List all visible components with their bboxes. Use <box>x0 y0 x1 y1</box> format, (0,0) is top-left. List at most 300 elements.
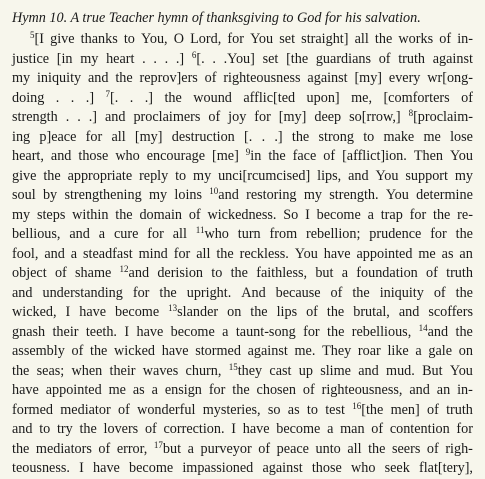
text-word: give <box>12 167 37 184</box>
text-word: become <box>316 206 361 223</box>
text-word: wickedness. <box>207 206 277 223</box>
text-word: become <box>276 421 321 437</box>
text-word: all <box>347 440 362 457</box>
text-word: unto <box>315 440 341 457</box>
text-word: rebellion; <box>306 226 361 242</box>
text-word: [comforters <box>383 89 450 106</box>
text-line <box>12 420 473 440</box>
text-word: my <box>12 70 31 86</box>
text-word: Lord, <box>190 31 222 47</box>
text-word: So <box>283 206 299 223</box>
text-word: righteousness, <box>321 382 403 398</box>
text-word: their <box>109 362 136 379</box>
text-word: me <box>418 245 436 262</box>
text-word: and <box>104 109 126 125</box>
text-word: who <box>115 148 140 164</box>
text-word: my <box>303 187 322 203</box>
text-word: a <box>98 226 106 242</box>
text-word: seers <box>391 440 421 457</box>
text-word: of <box>306 304 318 320</box>
text-word: $^9$in <box>245 147 262 164</box>
text-word: me <box>108 382 126 398</box>
text-word: for <box>430 226 447 242</box>
text-word: gale <box>428 343 453 359</box>
text-word: for <box>85 128 103 145</box>
text-word: from <box>269 226 298 242</box>
text-word: mediators <box>35 440 92 457</box>
text-word: those <box>78 148 109 164</box>
text-word: strengthening <box>64 187 142 203</box>
text-word: upright. <box>186 284 232 301</box>
text-word: I <box>231 421 236 437</box>
text-word: all <box>111 128 126 145</box>
text-word: justice <box>12 50 50 67</box>
text-word: my <box>12 206 31 223</box>
text-word: O <box>173 31 184 47</box>
text-word: afflic[ted <box>243 89 296 106</box>
text-word: my <box>148 187 168 203</box>
text-word: and <box>12 284 33 301</box>
text-word: of <box>117 401 130 418</box>
text-word: wicked <box>114 343 156 359</box>
text-word: try <box>56 421 73 437</box>
text-word: to <box>306 401 318 418</box>
text-word: $^{14}$and <box>418 322 449 340</box>
text-word: when <box>71 362 103 379</box>
text-word: waves <box>142 362 179 379</box>
text-word: against <box>307 70 348 86</box>
text-word: stormed <box>195 343 241 359</box>
text-word: set <box>279 31 296 47</box>
text-line <box>12 342 473 362</box>
text-word: my <box>80 50 99 67</box>
verse-number: 12 <box>119 264 129 274</box>
text-word: trap <box>380 206 403 223</box>
verse-number: 16 <box>352 400 362 411</box>
text-word: loins <box>174 187 202 203</box>
text-word: the <box>352 284 370 301</box>
text-word: . <box>212 50 216 67</box>
text-word: of <box>54 265 67 281</box>
hymn-heading: Hymn 10. A true Teacher hymn of thanksgiving to God for his salvation. <box>12 10 421 26</box>
text-word: reprov]ers <box>139 70 198 86</box>
text-word: lose <box>450 128 473 145</box>
text-word: You, <box>141 31 168 47</box>
text-word: the <box>230 265 248 281</box>
text-word: in- <box>457 31 473 47</box>
text-word: my <box>193 167 212 184</box>
text-word: by <box>42 187 58 203</box>
text-word: [my] <box>134 128 163 145</box>
text-word: peace <box>276 440 309 457</box>
text-word: of <box>208 109 221 125</box>
text-word: me <box>423 128 441 145</box>
verse-number: 9 <box>245 147 251 157</box>
text-word: and <box>348 167 369 184</box>
text-word: me. <box>294 343 316 359</box>
text-line <box>12 459 473 479</box>
text-word: to <box>175 167 187 184</box>
text-word: But <box>422 362 443 379</box>
text-word: the <box>455 284 473 301</box>
text-word: iniquity <box>379 284 424 301</box>
text-word: the <box>374 31 393 47</box>
text-word: works <box>398 31 434 47</box>
text-word: for <box>173 245 191 262</box>
text-word: encourage <box>146 148 206 164</box>
text-word: the <box>159 284 177 301</box>
text-word: man <box>340 421 365 437</box>
text-word: the <box>291 128 310 145</box>
text-word: . <box>70 89 75 106</box>
text-word: You <box>449 148 473 164</box>
text-word: $^{11}$who <box>195 225 229 242</box>
text-word: cure <box>113 226 139 242</box>
text-word: $^{17}$but <box>153 439 182 457</box>
text-line <box>12 284 473 304</box>
text-word: .You] <box>223 50 255 67</box>
text-word: men] <box>390 401 420 418</box>
text-word: and <box>358 362 379 379</box>
text-word: appointed <box>356 245 413 262</box>
text-word: rebellious, <box>351 323 412 340</box>
text-word: ing <box>12 128 31 145</box>
text-word: as <box>132 382 145 398</box>
text-word: for <box>409 206 427 223</box>
text-word: You <box>385 187 409 203</box>
text-word: all <box>196 245 211 262</box>
text-word: strong <box>318 128 354 145</box>
verse-number: 6 <box>191 49 197 60</box>
text-word: .] <box>144 89 154 106</box>
text-word: and <box>12 421 33 437</box>
text-word: a <box>187 440 194 457</box>
text-word: for <box>132 284 150 301</box>
text-word: the <box>433 206 451 223</box>
text-word: wonderful <box>137 401 196 418</box>
text-line <box>12 206 473 226</box>
text-word: a <box>367 206 374 223</box>
text-word: of <box>426 265 438 281</box>
text-word: as <box>441 245 454 262</box>
text-word: gnash <box>12 323 46 340</box>
text-word: . <box>142 50 146 67</box>
text-word: impassioned <box>182 460 254 476</box>
text-word: .] <box>88 109 97 125</box>
text-line <box>12 30 473 50</box>
text-word: of <box>323 148 336 164</box>
text-word: the <box>326 304 345 320</box>
text-word: $^5$[I <box>30 30 44 47</box>
text-word: a <box>151 382 158 398</box>
text-word: test <box>325 401 345 418</box>
text-word: foundation <box>356 265 418 281</box>
text-line <box>12 381 473 401</box>
text-word: of <box>204 70 217 86</box>
text-word: You <box>375 167 399 184</box>
text-word: slime <box>320 362 351 379</box>
text-word: a <box>222 323 229 340</box>
text-word: re- <box>457 206 473 223</box>
text-word: truth <box>446 401 473 418</box>
text-word: truth <box>398 50 426 67</box>
text-word: prudence <box>369 226 422 242</box>
text-word: . <box>77 109 81 125</box>
text-word: upon] <box>306 89 340 106</box>
text-word: the <box>115 206 133 223</box>
text-line <box>12 167 473 187</box>
text-word: destruction <box>171 128 235 145</box>
text-word: roar <box>357 343 381 359</box>
text-word: like <box>387 343 409 359</box>
text-word: of <box>433 284 446 301</box>
text-word: reckless. <box>239 245 289 262</box>
text-word: heart, <box>12 148 44 164</box>
verse-number: 10 <box>209 186 219 196</box>
text-word: for <box>227 31 244 47</box>
text-word: mysteries, <box>202 401 261 418</box>
text-word: the <box>115 70 133 86</box>
text-word: have <box>323 245 351 262</box>
text-word: and <box>398 304 420 320</box>
text-word: up <box>298 362 313 379</box>
verse-number: 13 <box>168 303 178 313</box>
text-word: turn <box>237 226 261 242</box>
text-word: contention <box>389 421 450 437</box>
text-word: assembly <box>12 343 65 359</box>
text-word: for <box>456 421 473 437</box>
text-word: bellious, <box>12 226 61 242</box>
text-word: [my] <box>354 70 383 86</box>
text-word: the <box>90 343 108 359</box>
text-word: scoffers <box>428 304 473 320</box>
text-word: of <box>439 31 452 47</box>
verse-number: 8 <box>408 108 414 118</box>
text-word: of <box>258 440 271 457</box>
text-word: righ- <box>445 440 473 457</box>
text-word: against <box>262 460 303 476</box>
text-word: as <box>287 401 300 418</box>
text-line <box>12 89 473 109</box>
text-word: They <box>322 343 352 359</box>
text-line <box>12 186 473 206</box>
text-word: against <box>432 50 473 67</box>
text-word: restoring <box>246 187 297 203</box>
text-word: to <box>211 265 223 281</box>
text-word: strength. <box>329 187 379 203</box>
text-word: understanding <box>42 284 123 301</box>
text-word: of <box>188 206 201 223</box>
text-word: You <box>250 31 274 47</box>
text-word: and <box>409 382 430 398</box>
text-word: $^8$[proclaim- <box>408 108 473 125</box>
text-word: the <box>164 89 182 106</box>
text-word: mediator <box>60 401 111 418</box>
verse-number: 11 <box>195 225 205 235</box>
text-word: I <box>65 304 71 320</box>
text-word: become <box>170 323 215 340</box>
text-word: of <box>330 284 343 301</box>
text-word: to <box>123 31 135 47</box>
text-word: a <box>327 421 334 437</box>
text-word: . <box>153 50 157 67</box>
text-word: flat[tery], <box>419 460 473 476</box>
text-word: guardians <box>315 50 371 67</box>
text-word: I <box>305 206 310 223</box>
text-word: p]eace <box>39 128 77 145</box>
text-word: an <box>459 245 473 262</box>
text-word: have <box>79 304 107 320</box>
text-word: formed <box>12 401 53 418</box>
text-word: appropriate <box>67 167 133 184</box>
hymn-body-text <box>12 30 473 479</box>
text-word: for <box>147 226 164 242</box>
text-word: the <box>12 440 30 457</box>
text-word: wicked, <box>12 304 57 320</box>
text-word: support <box>405 167 448 184</box>
text-word: . <box>261 128 266 145</box>
text-word: so <box>267 401 281 418</box>
text-word: their <box>52 323 79 340</box>
text-word: seas; <box>36 362 65 379</box>
text-word: the <box>43 167 61 184</box>
verse-number: 14 <box>418 322 428 333</box>
text-word: every <box>388 70 421 86</box>
text-word: . <box>55 89 60 106</box>
text-word: [me] <box>212 148 239 164</box>
text-word: [the <box>286 50 309 67</box>
text-word: a <box>415 343 422 359</box>
text-word: [in <box>56 50 73 67</box>
text-word: have <box>12 382 39 398</box>
text-word: .] <box>175 50 185 67</box>
text-word: of <box>427 401 439 418</box>
text-word: purveyor <box>200 440 252 457</box>
text-word: for <box>208 382 226 398</box>
text-word: ensign <box>164 382 202 398</box>
text-word: me, <box>351 89 372 106</box>
text-word: mud. <box>386 362 415 379</box>
text-word: of <box>371 421 384 437</box>
text-word: .] <box>274 128 283 145</box>
text-word: lips, <box>317 167 342 184</box>
text-word: You <box>294 245 318 262</box>
text-word: deep <box>314 109 342 125</box>
text-word: [my] <box>278 109 307 125</box>
text-line <box>12 264 473 284</box>
text-line <box>12 362 473 382</box>
text-word: You <box>449 362 473 379</box>
text-word: heart <box>106 50 135 67</box>
text-word: $^7$[. <box>105 88 119 106</box>
text-word: an <box>436 382 451 398</box>
text-word: the <box>232 382 250 398</box>
text-word: truth <box>446 265 473 281</box>
text-word: . <box>65 109 70 125</box>
text-word: $^{12}$and <box>119 264 150 281</box>
text-word: joy <box>228 109 247 125</box>
text-word: face <box>292 148 317 164</box>
text-word: to <box>363 128 375 145</box>
text-word: set <box>262 50 279 67</box>
text-word: to <box>39 421 51 437</box>
text-line <box>12 303 473 323</box>
text-word: of <box>461 89 473 106</box>
text-word: have <box>242 421 270 437</box>
text-word: for <box>254 109 271 125</box>
text-word: [. <box>244 128 253 145</box>
text-line <box>12 147 473 167</box>
text-word: domain <box>139 206 182 223</box>
text-word: the <box>268 148 286 164</box>
text-line <box>12 50 473 70</box>
text-word: of <box>71 343 84 359</box>
text-word: a <box>341 265 349 281</box>
text-word: $^{16}$[the <box>352 400 384 418</box>
text-word: make <box>383 128 415 145</box>
text-word: but <box>315 265 334 281</box>
text-word: have <box>136 323 164 340</box>
verse-number: 15 <box>228 361 238 372</box>
text-word: a <box>70 245 78 262</box>
text-word: . <box>164 50 169 67</box>
verse-number: 5 <box>30 30 35 40</box>
text-word: within <box>72 206 109 223</box>
text-line <box>12 323 473 343</box>
text-word: of <box>302 382 315 398</box>
text-word: shame <box>75 265 112 281</box>
text-word: the <box>216 245 234 262</box>
text-word: and <box>87 70 109 86</box>
text-word: error, <box>116 440 148 457</box>
text-word: lips <box>276 304 298 320</box>
text-word: taunt-song <box>235 323 296 340</box>
text-word: in- <box>457 382 473 398</box>
text-word: the <box>368 440 386 457</box>
text-word: brutal, <box>353 304 390 320</box>
text-word: of <box>98 440 111 457</box>
text-word: I <box>124 323 130 340</box>
text-word: on <box>458 343 473 359</box>
text-word: become <box>129 460 174 476</box>
text-word: strength <box>12 109 58 125</box>
text-word: the <box>327 323 345 340</box>
text-word: righteousness <box>223 70 301 86</box>
text-word: [afflict]ion. <box>342 148 407 164</box>
text-word: $^{15}$they <box>228 361 263 379</box>
text-word: straight] <box>301 31 349 47</box>
text-word: the <box>455 226 473 242</box>
text-word: reply <box>139 167 169 184</box>
text-word: I <box>79 460 84 476</box>
text-word: object <box>12 265 47 281</box>
text-word: .] <box>85 89 95 106</box>
text-word: teousness. <box>12 460 70 476</box>
text-word: correction. <box>163 421 225 437</box>
text-word: steadfast <box>83 245 133 262</box>
text-word: of <box>378 50 391 67</box>
text-word: fool, <box>12 245 39 262</box>
text-line <box>12 225 473 245</box>
text-word: $^{10}$and <box>209 186 239 203</box>
text-word: iniquity <box>36 70 82 86</box>
text-line <box>12 128 473 148</box>
text-word: seek <box>384 460 410 476</box>
text-word: who <box>350 460 376 476</box>
text-word: lovers <box>103 421 139 437</box>
text-word: wr[ong- <box>427 70 473 86</box>
text-word: . <box>129 89 134 106</box>
